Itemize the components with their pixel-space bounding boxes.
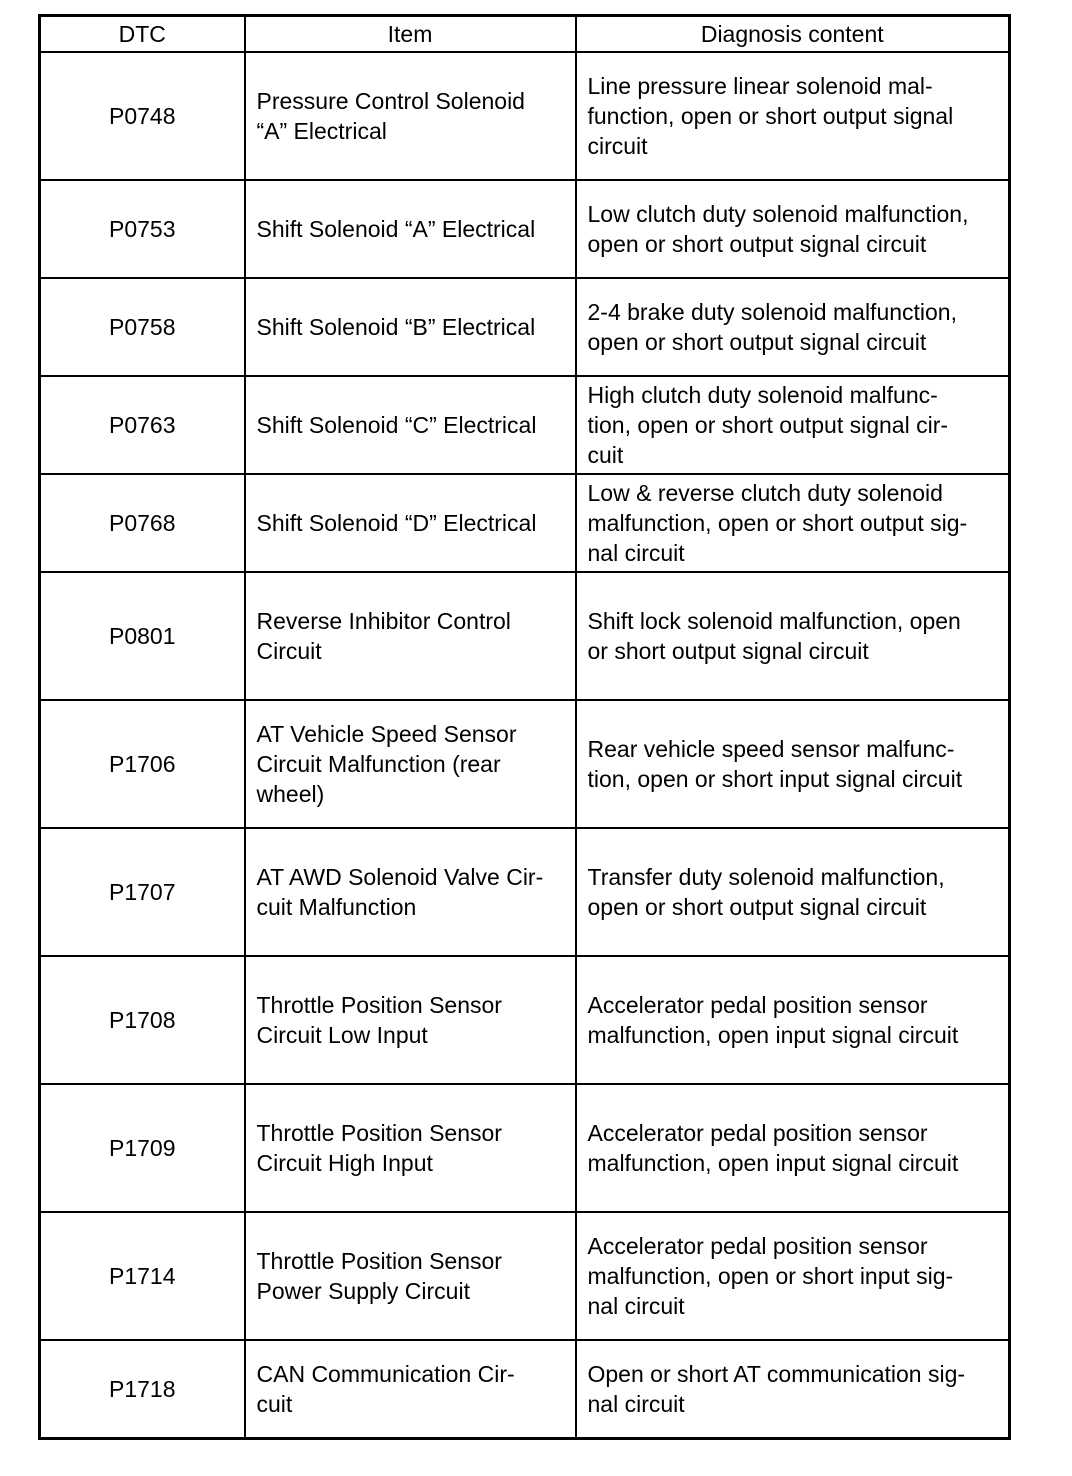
diagnosis-line: Accelerator pedal position sensor	[587, 992, 928, 1018]
header-row	[40, 16, 1010, 53]
item-line: AT AWD Solenoid Valve Cir-	[256, 864, 544, 890]
header-diagnosis: Diagnosis content	[576, 16, 1010, 53]
item-line: wheel)	[256, 781, 325, 807]
table-row	[40, 52, 1010, 180]
diagnosis-cell	[576, 828, 1010, 956]
diagnosis-line: Accelerator pedal position sensor	[587, 1120, 928, 1146]
item-cell	[245, 1084, 576, 1212]
table-row	[40, 1340, 1010, 1438]
item-cell	[245, 180, 576, 278]
item-cell	[245, 376, 576, 474]
item-cell	[245, 278, 576, 376]
dtc-code: P1706	[40, 700, 245, 828]
diagnosis-line: circuit	[587, 133, 648, 159]
diagnosis-line: malfunction, open or short output sig-	[587, 510, 968, 536]
item-line: Circuit High Input	[256, 1150, 433, 1176]
diagnosis-line: malfunction, open input signal circuit	[587, 1022, 959, 1048]
table-row	[40, 474, 1010, 572]
dtc-code: P1708	[40, 956, 245, 1084]
item-line: Circuit Low Input	[256, 1022, 428, 1048]
item-line: Throttle Position Sensor	[256, 992, 502, 1018]
diagnosis-line: nal circuit	[587, 1293, 685, 1319]
dtc-code: P0748	[40, 52, 245, 180]
diagnosis-cell	[576, 1212, 1010, 1340]
dtc-code: P0801	[40, 572, 245, 700]
table-row	[40, 1212, 1010, 1340]
diagnosis-line: cuit	[587, 442, 624, 468]
diagnosis-line: or short output signal circuit	[587, 638, 869, 664]
diagnosis-line: open or short output signal circuit	[587, 894, 927, 920]
item-line: AT Vehicle Speed Sensor	[256, 721, 517, 747]
diagnosis-line: open or short output signal circuit	[587, 329, 927, 355]
table-row	[40, 828, 1010, 956]
table-row	[40, 956, 1010, 1084]
dtc-code: P1714	[40, 1212, 245, 1340]
item-line: Throttle Position Sensor	[256, 1248, 502, 1274]
dtc-code: P1707	[40, 828, 245, 956]
diagnosis-cell	[576, 376, 1010, 474]
diagnosis-cell	[576, 1340, 1010, 1438]
table-row	[40, 180, 1010, 278]
diagnosis-cell	[576, 1084, 1010, 1212]
item-line: Circuit Malfunction (rear	[256, 751, 501, 777]
dtc-code: P0758	[40, 278, 245, 376]
dtc-code: P1718	[40, 1340, 245, 1438]
diagnosis-line: tion, open or short input signal circuit	[587, 766, 963, 792]
diagnosis-line: Accelerator pedal position sensor	[587, 1233, 928, 1259]
diagnosis-line: Transfer duty solenoid malfunction,	[587, 864, 945, 890]
item-line: Shift Solenoid “D” Electrical	[256, 510, 537, 536]
diagnosis-cell	[576, 956, 1010, 1084]
item-line: cuit	[256, 1390, 293, 1417]
item-line: Reverse Inhibitor Control	[256, 608, 511, 634]
diagnosis-line: function, open or short output signal	[587, 103, 954, 129]
diagnosis-line: Open or short AT communication sig-	[587, 1360, 966, 1387]
table-row	[40, 700, 1010, 828]
dtc-table	[38, 14, 1011, 1440]
item-line: Power Supply Circuit	[256, 1278, 470, 1304]
header-item: Item	[245, 16, 576, 53]
diagnosis-cell	[576, 700, 1010, 828]
item-cell	[245, 956, 576, 1084]
item-cell	[245, 1340, 576, 1438]
diagnosis-line: malfunction, open or short input sig-	[587, 1263, 954, 1289]
diagnosis-line: Low clutch duty solenoid malfunction,	[587, 201, 969, 227]
item-cell	[245, 474, 576, 572]
header-dtc: DTC	[40, 16, 245, 53]
item-line: “A” Electrical	[256, 118, 387, 144]
diagnosis-cell	[576, 474, 1010, 572]
diagnosis-line: Line pressure linear solenoid mal-	[587, 73, 933, 99]
table-row	[40, 278, 1010, 376]
table-row	[40, 572, 1010, 700]
diagnosis-cell	[576, 180, 1010, 278]
diagnosis-line: Rear vehicle speed sensor malfunc-	[587, 736, 955, 762]
item-cell	[245, 700, 576, 828]
item-line: Shift Solenoid “B” Electrical	[256, 314, 536, 340]
item-line: Shift Solenoid “A” Electrical	[256, 216, 536, 242]
item-line: Shift Solenoid “C” Electrical	[256, 412, 537, 438]
item-line: Pressure Control Solenoid	[256, 88, 525, 114]
diagnosis-line: 2-4 brake duty solenoid malfunction,	[587, 299, 957, 325]
table-row	[40, 376, 1010, 474]
dtc-code: P0763	[40, 376, 245, 474]
item-line: Circuit	[256, 638, 322, 664]
diagnosis-line: High clutch duty solenoid malfunc-	[587, 382, 938, 408]
item-line: Throttle Position Sensor	[256, 1120, 502, 1146]
dtc-code: P0768	[40, 474, 245, 572]
item-cell	[245, 52, 576, 180]
diagnosis-cell	[576, 572, 1010, 700]
dtc-code: P0753	[40, 180, 245, 278]
item-line: CAN Communication Cir-	[256, 1360, 515, 1387]
item-cell	[245, 1212, 576, 1340]
diagnosis-line: nal circuit	[587, 540, 685, 566]
diagnosis-line: Low & reverse clutch duty solenoid	[587, 480, 943, 506]
diagnosis-cell	[576, 278, 1010, 376]
diagnosis-line: malfunction, open input signal circuit	[587, 1150, 959, 1176]
table-row	[40, 1084, 1010, 1212]
item-line: cuit Malfunction	[256, 894, 417, 920]
diagnosis-line: Shift lock solenoid malfunction, open	[587, 608, 961, 634]
item-cell	[245, 828, 576, 956]
diagnosis-line: open or short output signal circuit	[587, 231, 927, 257]
diagnosis-line: nal circuit	[587, 1390, 685, 1417]
dtc-code: P1709	[40, 1084, 245, 1212]
diagnosis-cell	[576, 52, 1010, 180]
item-cell	[245, 572, 576, 700]
diagnosis-line: tion, open or short output signal cir-	[587, 412, 949, 438]
